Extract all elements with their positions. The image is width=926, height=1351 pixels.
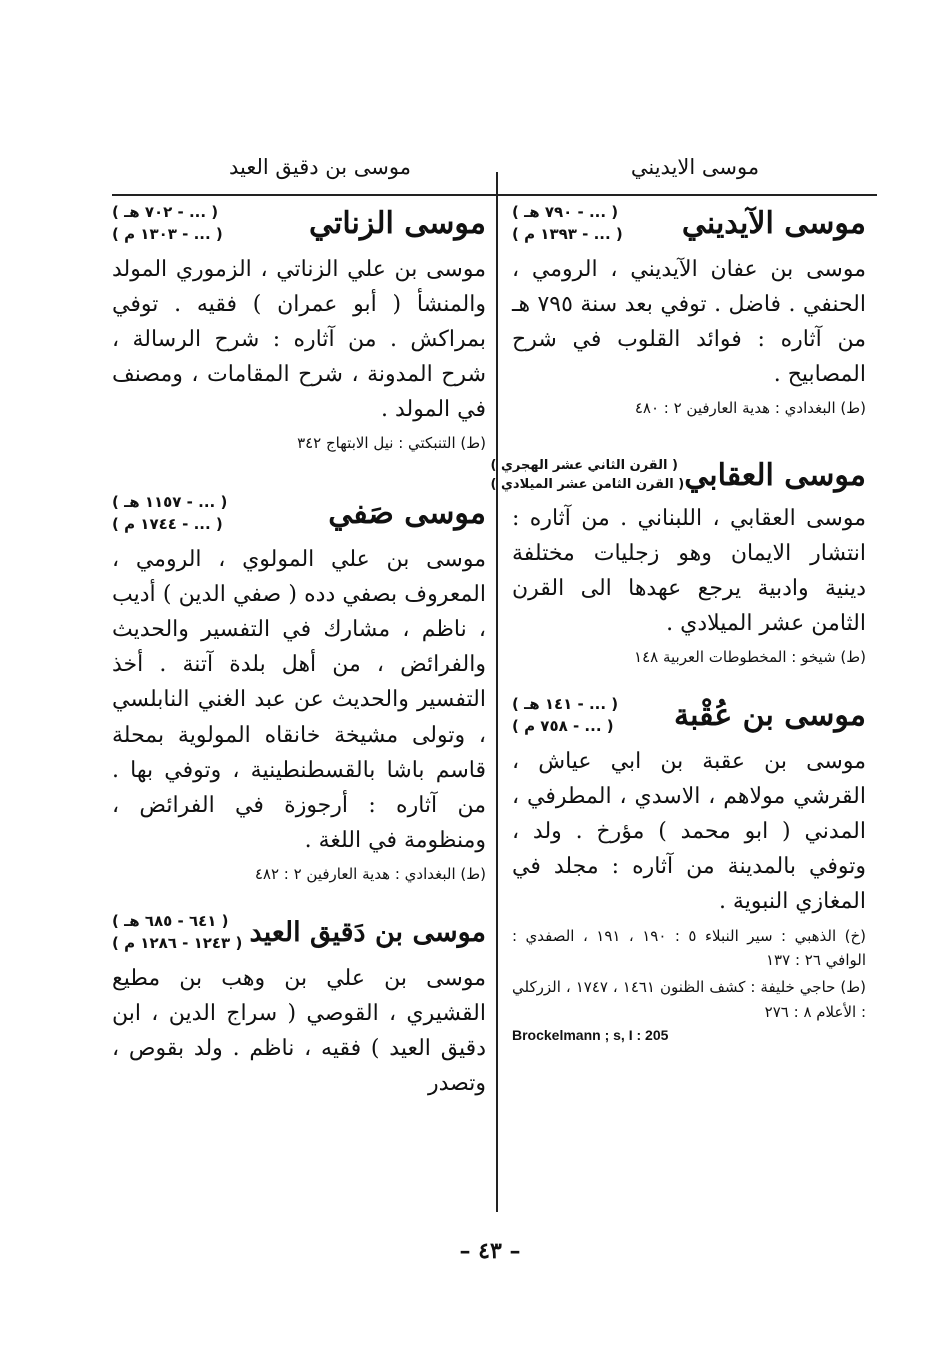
dates-gregorian: ( ... - ٧٥٨ م ): [512, 716, 614, 735]
dates-gregorian: ( ... - ١٧٤٤ م ): [112, 514, 223, 533]
brockelmann-reference: Brockelmann ; s, I : 205: [512, 1026, 669, 1043]
entry-reference: (ط) التنبكتي : نيل الابتهاج ٣٤٢: [297, 434, 486, 453]
entry-body: موسى بن علي بن وهب بن مطيع القشيري ، القوصي ( سراج الدين ، ابن دقيق العيد ) فقيه ، ناظم . ولد بقوص ، وتصدر: [112, 965, 486, 1097]
header-rule: [112, 194, 877, 196]
entry-header: [512, 202, 866, 246]
dates-gregorian: ( القرن الثامن عشر الميلادي ): [490, 476, 685, 492]
entry-reference: (ط) شيخو : المخطوطات العربية ١٤٨: [634, 648, 866, 667]
entry-name: موسى بن دَقيق العيد: [249, 917, 486, 949]
entry-reference: (ط) حاجي خليفة : كشف الظنون ١٤٦١ ، ١٧٤٧ ، الزركلي : الأعلام ٨ : ٢٧٦: [512, 978, 866, 1021]
entry-name: موسى الزناتي: [308, 206, 486, 242]
entry-body: موسى العقابي ، اللبناني . من آثاره : انتشار الايمان وهو زجليات مختلفة دينية وادبية يرجع عهدها الى القرن الثامن عشر الميلادي .: [512, 505, 866, 637]
dates-hijri: ( القرن الثاني عشر الهجري ): [490, 458, 678, 473]
dates-hijri: ( ... - ١٤١ هـ ): [512, 695, 619, 714]
entry-name: موسى العقابي: [684, 458, 866, 494]
entry-name: موسى الآيديني: [681, 206, 866, 242]
dates-hijri: ( ... - ٧٠٢ هـ ): [112, 203, 219, 221]
entry-reference: (ط) البغدادي : هدية العارفين ٢ : ٤٨٢: [254, 865, 486, 884]
entry-name: موسى صَفي: [328, 496, 486, 532]
entry-header: [512, 694, 866, 738]
entry-header: [490, 457, 866, 495]
entry-body: موسى بن عقبة بن ابي عياش ، القرشي مولاهم ، الاسدي ، المطرفي ، المدني ( ابو محمد ) مؤرخ . ولد ، وتوفي بالمدينة من آثاره : مجلد في المغازي النبوية .: [512, 748, 866, 915]
dates-hijri: ( ... - ٧٩٠ هـ ): [512, 203, 619, 221]
column-divider: [496, 172, 498, 1212]
entry-body: موسى بن علي الزناتي ، الزموري المولد والمنشأ ( أبو عمران ) فقيه . توفي بمراكش . من آثاره : شرح الرسالة ، شرح المدونة ، شرح المقامات ، ومصنف في المولد .: [112, 256, 486, 423]
right-column: [490, 200, 866, 1043]
left-column: [112, 200, 486, 1105]
entry-body: موسى بن علي المولوي ، الرومي ، المعروف بصفي دده ( صفي الدين ) أديب ، ناظم ، مشارك في التفسير والحديث والفرائض ، من أهل بلدة آتنة . أخذ التفسير والحديث عن عبد الغني النابلسي ، وتولى مشيخة خانقاه المولوية بمحلة قاسم باشا بالقسطنطينية ، وتوفي بها . من آثاره : أرجوزة في الفرائض ، ومنظومة في اللغة .: [112, 546, 486, 854]
page-number: – ٤٣ –: [459, 1238, 521, 1264]
dates-gregorian: ( ... - ١٣٠٣ م ): [112, 224, 223, 243]
entry-header: [112, 911, 486, 955]
entry-dates: [512, 202, 623, 246]
running-header-left: موسى بن دقيق العيد: [228, 155, 412, 179]
entry-header: [112, 202, 486, 246]
entry-reference: (خ) الذهبي : سير النبلاء ٥ : ١٩٠ ، ١٩١ ، الصفدي : الوافي ٢٦ : ١٣٧: [512, 926, 866, 970]
entry-dates: [112, 492, 227, 536]
dates-hijri: ( ٦٤١ - ٦٨٥ هـ ): [112, 912, 229, 931]
entry-header: [112, 492, 486, 536]
entry-dates: [112, 911, 242, 955]
running-header-right: موسى الايديني: [630, 155, 760, 179]
dates-gregorian: ( ١٢٤٣ - ١٢٨٦ م ): [112, 933, 243, 952]
entry-body: موسى بن عفان الآيديني ، الرومي ، الحنفي . فاضل . توفي بعد سنة ٧٩٥ هـ من آثاره : فوائد القلوب في شرح المصابيح .: [512, 256, 866, 388]
entry-dates: [512, 694, 618, 738]
entry-name: موسى بن عُقْبة: [674, 698, 866, 734]
entry-dates: [491, 457, 685, 495]
entry-dates: [112, 202, 223, 246]
entry-reference: (ط) البغدادي : هدية العارفين ٢ : ٤٨٠: [634, 399, 866, 418]
dates-hijri: ( ... - ١١٥٧ هـ ): [112, 493, 228, 512]
dates-gregorian: ( ... - ١٣٩٣ م ): [512, 224, 623, 243]
